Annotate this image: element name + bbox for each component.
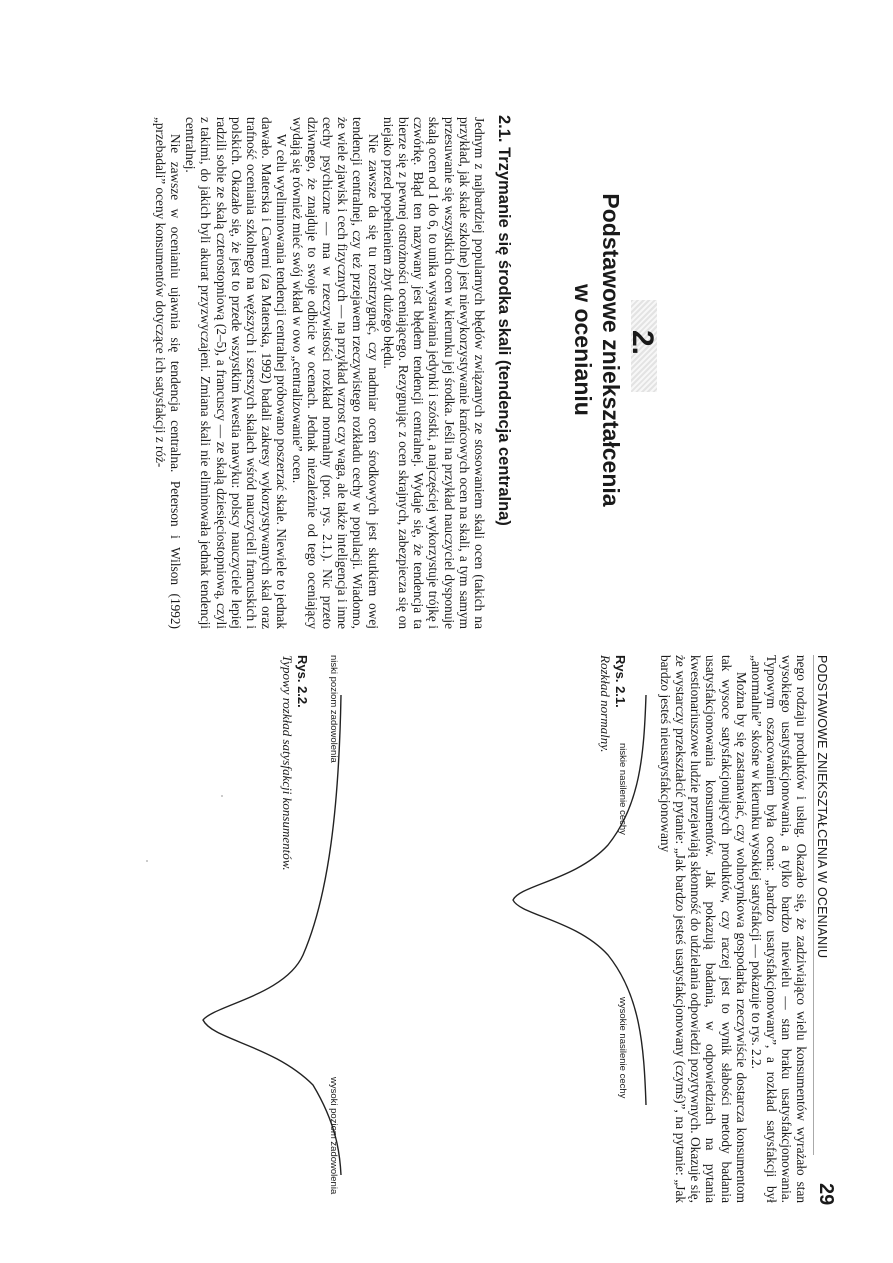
axis-label-high: wysokie nasilenie cechy [617, 997, 628, 1099]
chapter-title [569, 100, 625, 600]
axis-label-high: wysoki poziom zadowolenia [328, 1077, 339, 1195]
axis-label-low: niskie nasilenie cechy [617, 743, 628, 835]
figure2-caption [279, 655, 310, 871]
figure1-title: Rozkład normalny. [598, 655, 613, 753]
left-body-text [153, 117, 487, 629]
figure-normal-distribution [458, 695, 648, 1105]
page-number: 29 [815, 1183, 837, 1206]
skewed-curve-plot [168, 695, 343, 1175]
figure1-label: Rys. 2.1. [613, 655, 628, 708]
section-title: 2.1. Trzymanie się środka skali (tendencja centralna) [495, 115, 513, 526]
skewed-curve [203, 695, 341, 1175]
paragraph: Jednym z najbardziej popularnych błędów związanych ze stosowaniem skali ocen (takich na przykład, jak skale szkolne) jest niewykorzystywanie krańcowych ocen na skali, a tym samym przesuwanie się wszystkich ocen w kierunku jej środka. Jeśli na przykład nauczyciel dysponuje skalą ocen od 1 do 6, to unika wystawiania jedynki i szóstki, a najczęściej wykorzystuje trójkę i czwórkę. Błąd ten nazywany jest błędem tendencji centralnej. Wydaje się, że tendencja ta bierze się z pewnej ostrożności oceniającego. Rezygnując z ocen skrajnych, zabezpiecza się on niejako przed popełnieniem zbyt dużego błędu. [380, 117, 487, 629]
running-head-rule [813, 655, 814, 1155]
paragraph: W celu wyeliminowania tendencji centralnej próbowano poszerzać skale. Niewiele to jednak dawało. Materska i Caverni (za Materska, 1992) badali zakresy wykorzystywanych skal oraz trafność oceniania szkolnego na węższych i szerszych skalach wśród nauczycieli francuskich i polskich. Okazało się, że jest to przede wszystkim kwestia nawyku: polscy nauczyciele lepiej radzili sobie ze skalą czterostopniową (2–5), a francuscy — ze skalą dziesięciostopniową, czyli z takimi, do jakich byli akurat przyzwyczajeni. Zmiana skali nie eliminowała jednak tendencji centralnej. [183, 117, 290, 629]
scan-speck [221, 795, 223, 797]
right-page [13, 655, 883, 1235]
paragraph: Można by się zastanawiać, czy wolnorynkowa gospodarka rzeczywiście dostarcza konsumentom tak wysoce satysfakcjonujących produktów, czy raczej jest to wynik słabości metody badania usatysfakcjonowania konsumentów. Jak pokazują badania, w odpowiedziach na pytania kwestionariuszowe ludzie przejawiają skłonność do udzielania odpowiedzi pozytywnych. Okazuje się, że wystarczy przekształcić pytanie: „Jak bardzo jesteś usatysfakcjonowany (czymś)”, na pytanie: „Jak bardzo jesteś nieusatysfakcjonowany [658, 655, 749, 1203]
paragraph: Nie zawsze w ocenianiu ujawnia się tendencja centralna. Peterson i Wilson (1992) „przebadali” oceny konsumentów dotyczące ich satysfakcji z róż- [152, 117, 183, 629]
chapter-number: 2. [626, 330, 659, 356]
chapter-title-line1: Podstawowe zniekształcenia [598, 193, 624, 507]
paragraph: nego rodzaju produktów i usług. Okazało się, że zadziwiająco wielu konsumentów wyrażało stan wysokiego usatysfakcjonowania, a tylko bardzo niewielu — stan braku usatysfakcjonowania. Typowym oszacowaniem była ocena: „bardzo usatysfakcjonowany”, a rozkład satysfakcji był „anormalnie” skośne w kierunku wysokiej satysfakcji — pokazuje to rys. 2.2. [748, 655, 809, 1203]
axis-label-low: niski poziom zadowolenia [328, 655, 339, 763]
chapter-title-line2: w ocenianiu [570, 284, 596, 416]
scan-speck [146, 860, 148, 862]
figure1-caption [597, 655, 628, 753]
figure2-title: Typowy rozkład satysfakcji konsumentów. [280, 655, 295, 871]
left-page [13, 40, 883, 640]
figure2-label: Rys. 2.2. [295, 655, 310, 708]
running-head: PODSTAWOWE ZNIEKSZTAŁCENIA W OCENIANIU [815, 655, 829, 959]
right-body-text [658, 655, 809, 1203]
paragraph: Nie zawsze da się tu rozstrzygnąć, czy nadmiar ocen środkowych jest skutkiem owej tendencji centralnej, czy też przejawem rzeczywistego rozkładu cechy w populacji. Wiadomo, że wiele zjawisk i cech fizycznych — na przykład wzrost czy waga, ale także inteligencja i inne cechy psychiczne — ma w rzeczywistości rozkład normalny (por. rys. 2.1.). Nic przeto dziwnego, że znajduje to swoje odbicie w ocenach. Jednak niezależnie od tego oceniający wydają się również mieć swój wkład w owo „centralizowanie” ocen. [289, 117, 381, 629]
